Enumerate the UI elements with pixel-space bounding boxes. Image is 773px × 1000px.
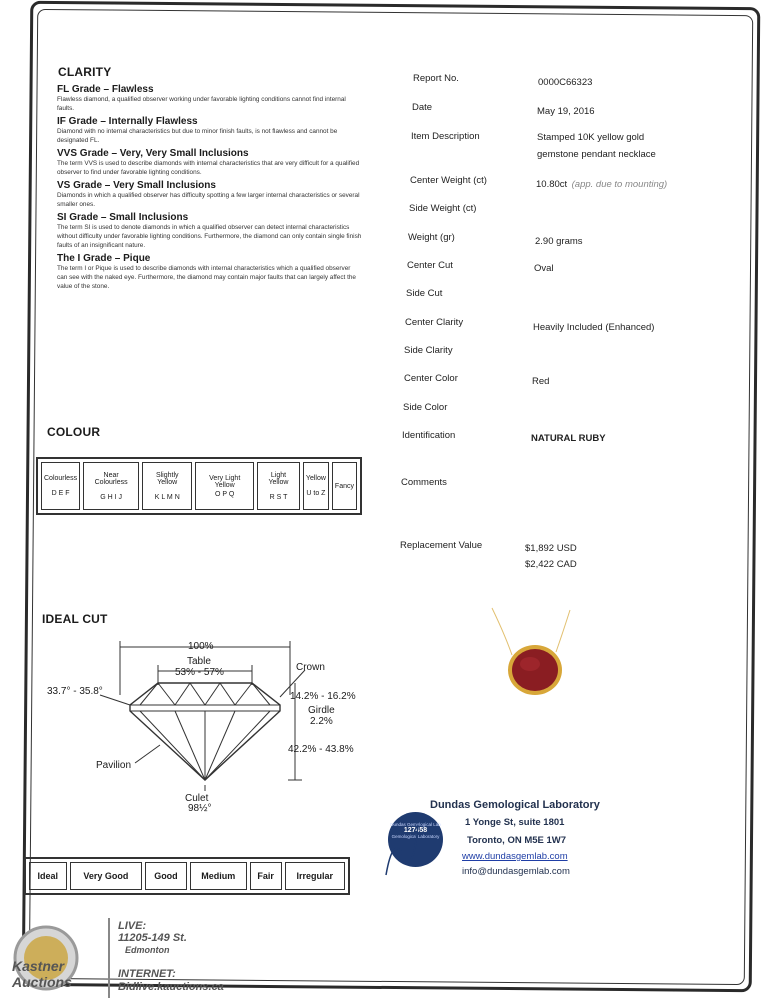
lab-address-2: Toronto, ON M5E 1W7 [467,835,567,846]
clarity-grade-vvs [57,148,362,177]
crown-angle-label: 33.7° - 35.8° [47,686,103,697]
clarity-grade-vs [57,180,362,209]
side-clarity-label: Side Clarity [404,345,453,356]
replacement-usd: $1,892 USD [525,543,577,554]
colour-scale [36,457,362,515]
side-cut-label: Side Cut [406,288,443,299]
ideal-cut-heading: IDEAL CUT [42,612,108,626]
center-weight-note: (app. due to mounting) [571,179,668,190]
grade-title: VS Grade – Very Small Inclusions [57,180,216,191]
pendant-photo [480,600,590,710]
grade-description: The term VVS is used to describe diamonds with internal characteristics that are very difficult for a qualified observer to find under favorable lighting conditions. [57,160,360,176]
center-weight-value: 10.80ct (app. due to mounting) [536,179,668,190]
report-number-value: 0000C66323 [538,77,593,88]
brand-line-2: Auctions [12,974,72,990]
grade-title: IF Grade – Internally Flawless [57,116,198,127]
center-color-label: Center Color [404,373,458,384]
weight-gr-label: Weight (gr) [408,232,455,243]
pavilion-label: Pavilion [96,760,132,771]
report-number-label: Report No. [413,73,459,84]
girdle-label: Girdle [308,705,335,716]
chain-left [492,608,512,655]
grade-description: Diamond with no internal characteristics but due to minor finish faults, is not flawless and cannot be designated FL. [57,128,338,144]
live-address-2: Edmonton [125,945,170,955]
culet-pct-label: 98½° [188,803,212,814]
culet-label: Culet [185,793,209,804]
clarity-grade-si [57,212,362,250]
live-label: LIVE: [118,920,147,932]
center-color-value: Red [532,376,550,387]
crown-height-label: 14.2% - 16.2% [290,691,356,702]
table-label: Table [187,656,211,667]
grade-title: SI Grade – Small Inclusions [57,212,189,223]
replacement-value-label: Replacement Value [400,540,483,551]
auction-watermark [0,918,250,1000]
colour-cell: Slightly Yellow K L M N [142,462,192,510]
cut-grade-cell: Ideal [29,862,67,890]
internet-label: INTERNET: [118,968,176,980]
cut-grade-cell: Good [145,862,187,890]
colour-scale-table [36,457,362,515]
colour-cell: Near Colourless G H I J [83,462,139,510]
clarity-heading: CLARITY [58,65,112,79]
identification-label: Identification [402,430,456,441]
cut-grade-cell: Fair [250,862,282,890]
grade-description: Diamonds in which a qualified observer has difficulty spotting a few larger internal characteristics or several smaller ones. [57,192,360,208]
lab-name: Dundas Gemological Laboratory [430,799,600,811]
clarity-grade-list [57,84,362,291]
signature [378,815,423,885]
cut-grade-cell: Medium [190,862,247,890]
lab-seal: Dundas Gemological Lab 127458 Gemological Laboratory [388,812,443,867]
colour-cell: Fancy [332,462,357,510]
clarity-section [58,65,111,79]
center-clarity-value: Heavily Included (Enhanced) [533,322,655,333]
date-value: May 19, 2016 [537,106,595,117]
grade-title: The I Grade – Pique [57,253,151,264]
grade-title: FL Grade – Flawless [57,84,154,95]
grade-description: The term SI is used to denote diamonds in which a qualified observer can detect internal characteristics without difficulty under favorable lighting conditions. Furthermore, the diamond can only contain single finish faults of an insignificant nature. [57,224,362,249]
lab-address-1: 1 Yonge St, suite 1801 [465,817,565,828]
grade-title: VVS Grade – Very, Very Small Inclusions [57,148,249,159]
center-cut-value: Oval [534,263,554,274]
total-width-label: 100% [188,641,214,652]
replacement-cad: $2,422 CAD [525,559,577,570]
lab-website-link[interactable]: www.dundasgemlab.com [462,851,568,862]
colour-cell: Yellow U to Z [303,462,329,510]
clarity-grade-if [57,116,362,145]
clarity-grade-i [57,253,362,291]
watermark-divider [108,918,110,998]
cut-grade-table [24,857,350,895]
comments-label: Comments [401,477,447,488]
colour-cell: Colourless D E F [41,462,80,510]
cut-grade-cell: Irregular [285,862,345,890]
brand-line-1: Kastner [12,958,65,974]
internet-url: Bidlive.kauctions.ca [118,981,224,993]
identification-value: NATURAL RUBY [531,433,606,444]
grade-description: Flawless diamond, a qualified observer working under favorable lighting conditions cannot find internal faults. [57,96,346,112]
live-address-1: 11205-149 St. [118,932,187,944]
pavilion-depth-label: 42.2% - 43.8% [288,744,354,755]
weight-gr-value: 2.90 grams [535,236,583,247]
table-range-label: 53% - 57% [175,667,224,678]
side-weight-label: Side Weight (ct) [409,203,477,214]
girdle-pct-label: 2.2% [310,716,333,727]
side-color-label: Side Color [403,402,448,413]
cut-grade-cell: Very Good [70,862,142,890]
item-description-label: Item Description [411,131,480,142]
colour-cell: Light Yellow R S T [257,462,300,510]
lab-email: info@dundasgemlab.com [462,866,570,877]
center-clarity-label: Center Clarity [405,317,464,328]
colour-cell: Very Light Yellow O P Q [195,462,254,510]
date-label: Date [412,102,433,113]
chain-right [556,610,570,652]
center-weight-label: Center Weight (ct) [410,175,487,186]
crown-label: Crown [296,662,325,673]
grade-description: The term I or Pique is used to describe diamonds with internal characteristics which a qualified observer can see with the naked eye. Furthermore, the diamond may contain major faults that can largely affect the value of the stone. [57,265,356,290]
clarity-grade-fl [57,84,362,113]
colour-heading: COLOUR [47,425,101,439]
center-cut-label: Center Cut [407,260,453,271]
item-description-value: Stamped 10K yellow gold gemstone pendant necklace [537,132,656,160]
cut-grade-scale [24,857,350,895]
